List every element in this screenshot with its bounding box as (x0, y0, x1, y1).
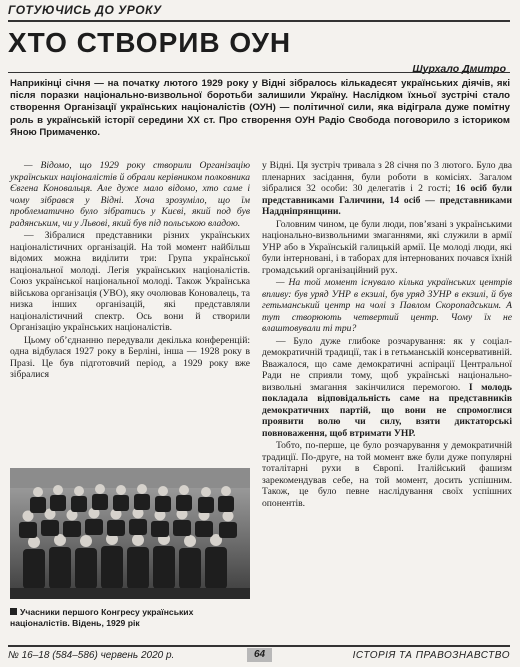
caption-bullet-icon (10, 608, 17, 615)
group-photo-image (10, 468, 250, 599)
journal-name: ІСТОРІЯ ТА ПРАВОЗНАВСТВО (352, 650, 510, 661)
right-paragraph-4-text: — Було дуже глибоке розчарування: як у соціал-демократичній традиції, так і в гетьманській консервативній. Вважалося, що саме демократичні аспірації Центральної Ради не сприяли тому, щоб українські національно-визвольні змагання закінчилися перемогою. (262, 335, 512, 393)
right-paragraph-1-bold: 16 осіб були представниками Галичини, 14 осіб — представниками Наддніпрянщини. (262, 183, 513, 217)
author-name: Шурхало Дмитро (412, 63, 506, 75)
issue-number: № 16–18 (584–586) червень 2020 р. (8, 650, 175, 661)
left-column (10, 160, 250, 382)
page-footer (8, 649, 510, 663)
group-photo (10, 468, 250, 599)
right-paragraph-4 (262, 336, 512, 440)
right-paragraph-1 (262, 160, 512, 218)
right-paragraph-4-bold: І молодь покладала відповідальність саме на представників демократичних партій, що вони не спромоглися проявити волю чи силу, взяти диктаторські повноваження, щоб втримати УНР. (262, 381, 512, 439)
page-title: ХТО СТВОРИВ ОУН (8, 27, 292, 58)
lead-paragraph: Наприкінці січня — на початку лютого 1929 року у Відні зібралось кількадесят українських діячів, які після поразки національно-визвольної боротьби залишили Україну. Наслідком їхньої зустрічі стало створення Організації українських націоналістів (ОУН) — політичної сили, яка відіграла дуже помітну роль в українській історії середини ХХ ст. Про створення ОУН Радіо Свобода поговорило з істориком Яною Примаченко. (10, 78, 510, 138)
top-rule (8, 20, 510, 22)
right-paragraph-5: Тобто, по-перше, це було розчарування у демократичній традиції. По-друге, на той момент вже були дуже популярні тоталітарні рухи в Європі. Італійський фашизм зарекомендував себе, на той момент, досить успішним. Також, це було певне наслідування своїх успішних опонентів. (262, 440, 512, 509)
photo-caption (10, 607, 250, 628)
footer-rule (8, 645, 510, 647)
right-paragraph-2: Головним чином, це були люди, пов’язані з українськими національно-визвольними змаганнями, які служили в армії УНР або в Українській галицькій армії. Це молоді люди, які були інтерновані, і в таборах для інтернованих почався їхній громадський організаційний рух. (262, 218, 512, 276)
right-paragraph-3: — На той момент існувало кілька українських центрів впливу: був уряд УНР в екзилі, був уряд ЗУНР в екзилі, й був гетьманський центр на чолі з Павлом Скоропадським. А тут створюють четвертий центр. Чому їх не влаштовували ті три? (262, 277, 512, 334)
left-paragraph-2: — Зібралися представники різних українських націоналістичних організацій. На той момент найбільш відомих можна виділити три: Група української національної молоді. Легія українських націоналістів. Союз української національної молоді. Також Українська військова організація (УВО), яку очолював Коновалець, та низка інших організацій, які представляли націоналістичний спектр. Ось вони й створили Організацію українських націоналістів. (10, 230, 250, 333)
right-paragraph-1-text: у Відні. Ця зустріч тривала з 28 січня по 3 лютого. Було два пленарних засідання, були роботи в комісіях. Загалом зібралися 32 особи: 30 делегатів і 2 гості; (262, 160, 512, 194)
title-rule (8, 72, 510, 73)
left-paragraph-3: Цьому об’єднанню передували декілька конференцій: одна відбулася 1927 року в Берліні, інша — 1928 року в Празі. Це був підготовчий період, а 1929 року вже зібралися (10, 334, 250, 380)
right-column (262, 160, 512, 510)
page-number: 64 (247, 648, 272, 662)
photo-caption-text: Учасники першого Конгресу українських націоналістів. Відень, 1929 рік (10, 607, 194, 628)
section-label: ГОТУЮЧИСЬ ДО УРОКУ (8, 3, 162, 17)
left-paragraph-1: — Відомо, що 1929 року створили Організацію українських націоналістів й обрали керівником полковника Євгена Коновальця. Але дуже мало відомо, хто саме і чому зібрався у Відні. Хоча зрозуміло, що їм проблематично було зібратись у Києві, який под був радянським, чи у Львові, який був під польською владою. (10, 160, 250, 229)
